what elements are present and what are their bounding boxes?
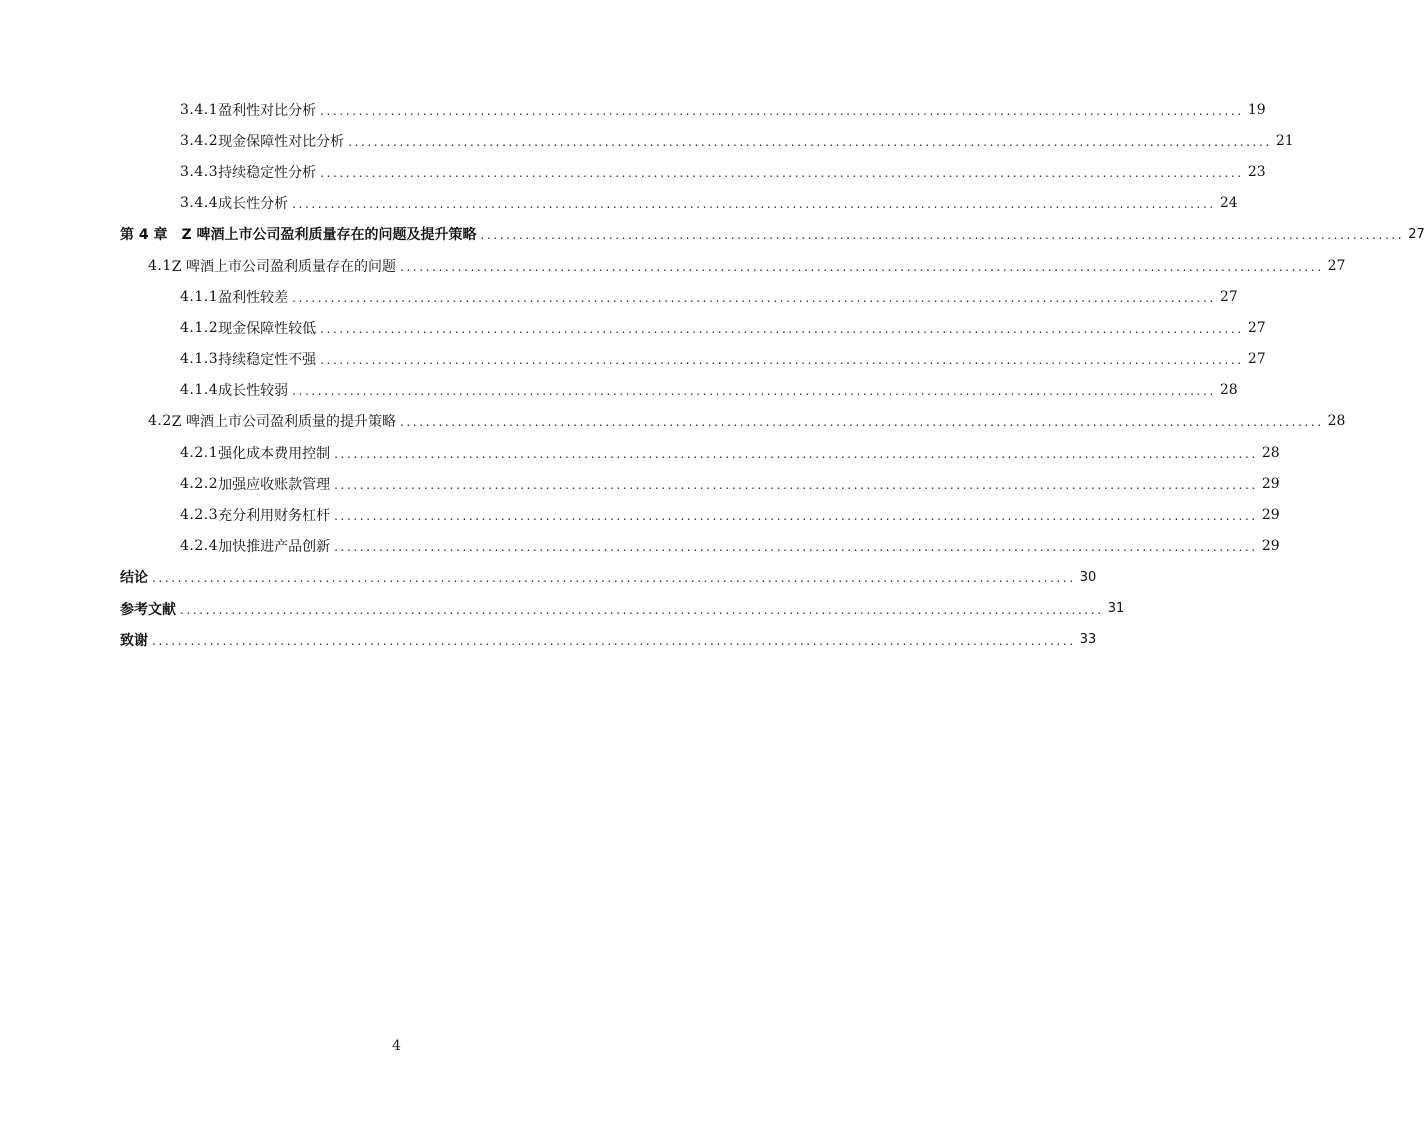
toc-entry-4-2[interactable]	[0, 406, 1346, 437]
dot-leader: ................................................................................................................................................	[292, 197, 1216, 212]
toc-entry-chapter-4[interactable]	[0, 219, 1425, 250]
dot-leader: ................................................................................................................................................	[320, 353, 1244, 368]
dot-leader: ................................................................................................................................................	[334, 446, 1258, 461]
dot-leader: ................................................................................................................................................	[180, 602, 1104, 617]
dot-leader: ................................................................................................................................................	[480, 228, 1405, 243]
section-number: 3.4.2	[180, 132, 219, 149]
chapter-title: Z 啤酒上市公司盈利质量存在的问题及提升策略	[181, 227, 477, 244]
toc-entry-conclusion[interactable]	[0, 562, 1097, 593]
toc-entry-4-1-1[interactable]	[0, 281, 1238, 312]
page-number: 27	[1247, 351, 1266, 368]
dot-leader: ................................................................................................................................................	[292, 384, 1216, 399]
page-number: 23	[1247, 163, 1266, 180]
page-number: 24	[1219, 195, 1238, 212]
section-number: 4.2.2	[180, 475, 219, 492]
section-title: 成长性分析	[218, 196, 289, 213]
section-title: Z 啤酒上市公司盈利质量存在的问题	[171, 258, 396, 275]
toc-entry-4-1[interactable]	[0, 250, 1346, 281]
section-number: 4.1.3	[180, 351, 219, 368]
toc-entry-4-2-3[interactable]	[0, 499, 1280, 530]
dot-leader: ................................................................................................................................................	[399, 259, 1324, 274]
section-number: 4.1.1	[180, 288, 219, 305]
section-number: 4.2.1	[180, 444, 219, 461]
section-number: 4.1.2	[180, 319, 219, 336]
toc-entry-4-1-4[interactable]	[0, 375, 1238, 406]
page-number: 29	[1261, 538, 1280, 555]
section-number: 4.2.4	[180, 538, 219, 555]
toc-entry-4-2-2[interactable]	[0, 468, 1280, 499]
toc-entry-4-1-3[interactable]	[0, 344, 1266, 375]
dot-leader: ................................................................................................................................................	[152, 633, 1076, 648]
section-number: 4.1	[148, 257, 172, 274]
dot-leader: ................................................................................................................................................	[152, 571, 1076, 586]
section-number: 4.1.4	[180, 382, 219, 399]
page-number: 19	[1247, 101, 1266, 118]
section-number: 3.4.3	[180, 163, 219, 180]
section-title: 现金保障性对比分析	[218, 133, 345, 150]
section-title: 加强应收账款管理	[218, 476, 331, 493]
section-title: 盈利性对比分析	[218, 102, 317, 119]
page-number: 21	[1275, 132, 1294, 149]
page-number: 30	[1079, 569, 1097, 585]
toc-entry-3-4-4[interactable]	[0, 188, 1238, 219]
section-title: 加快推进产品创新	[218, 539, 331, 556]
section-title: 持续稳定性分析	[218, 164, 317, 181]
dot-leader: ................................................................................................................................................	[334, 477, 1258, 492]
table-of-contents	[0, 94, 1425, 655]
section-title: 强化成本费用控制	[218, 445, 331, 462]
dot-leader: ................................................................................................................................................	[292, 290, 1216, 305]
page-number: 28	[1327, 413, 1346, 430]
page-number: 27	[1408, 226, 1425, 242]
page-number: 28	[1261, 444, 1280, 461]
dot-leader: ................................................................................................................................................	[320, 165, 1244, 180]
dot-leader: ................................................................................................................................................	[399, 415, 1324, 430]
toc-entry-references[interactable]	[0, 593, 1125, 624]
page-number: 33	[1079, 632, 1097, 648]
section-number: 4.2.3	[180, 507, 219, 524]
page-number: 27	[1219, 288, 1238, 305]
toc-entry-4-2-1[interactable]	[0, 437, 1280, 468]
section-title: 参考文献	[120, 601, 176, 618]
section-number: 4.2	[148, 413, 172, 430]
toc-entry-4-1-2[interactable]	[0, 312, 1266, 343]
page-number: 29	[1261, 475, 1280, 492]
toc-entry-3-4-3[interactable]	[0, 156, 1266, 187]
section-number: 3.4.4	[180, 195, 219, 212]
section-title: 持续稳定性不强	[218, 352, 317, 369]
section-title: 成长性较弱	[218, 383, 289, 400]
dot-leader: ................................................................................................................................................	[348, 134, 1272, 149]
section-number: 3.4.1	[180, 101, 219, 118]
page-number: 31	[1107, 601, 1125, 617]
dot-leader: ................................................................................................................................................	[320, 103, 1244, 118]
page-number: 27	[1247, 319, 1266, 336]
chapter-number: 第 4 章	[120, 227, 168, 244]
page-footer-number: 4	[392, 1038, 401, 1054]
toc-entry-3-4-1[interactable]	[0, 94, 1266, 125]
page-number: 28	[1219, 382, 1238, 399]
section-title: Z 啤酒上市公司盈利质量的提升策略	[171, 414, 396, 431]
section-title: 盈利性较差	[218, 289, 289, 306]
toc-entry-acknowledgements[interactable]	[0, 624, 1097, 655]
section-title: 现金保障性较低	[218, 320, 317, 337]
toc-entry-4-2-4[interactable]	[0, 531, 1280, 562]
dot-leader: ................................................................................................................................................	[320, 321, 1244, 336]
page-number: 29	[1261, 507, 1280, 524]
dot-leader: ................................................................................................................................................	[334, 509, 1258, 524]
dot-leader: ................................................................................................................................................	[334, 540, 1258, 555]
page-number: 27	[1327, 257, 1346, 274]
section-title: 结论	[120, 570, 148, 587]
section-title: 充分利用财务杠杆	[218, 508, 331, 525]
section-title: 致谢	[120, 632, 148, 649]
toc-entry-3-4-2[interactable]	[0, 125, 1294, 156]
